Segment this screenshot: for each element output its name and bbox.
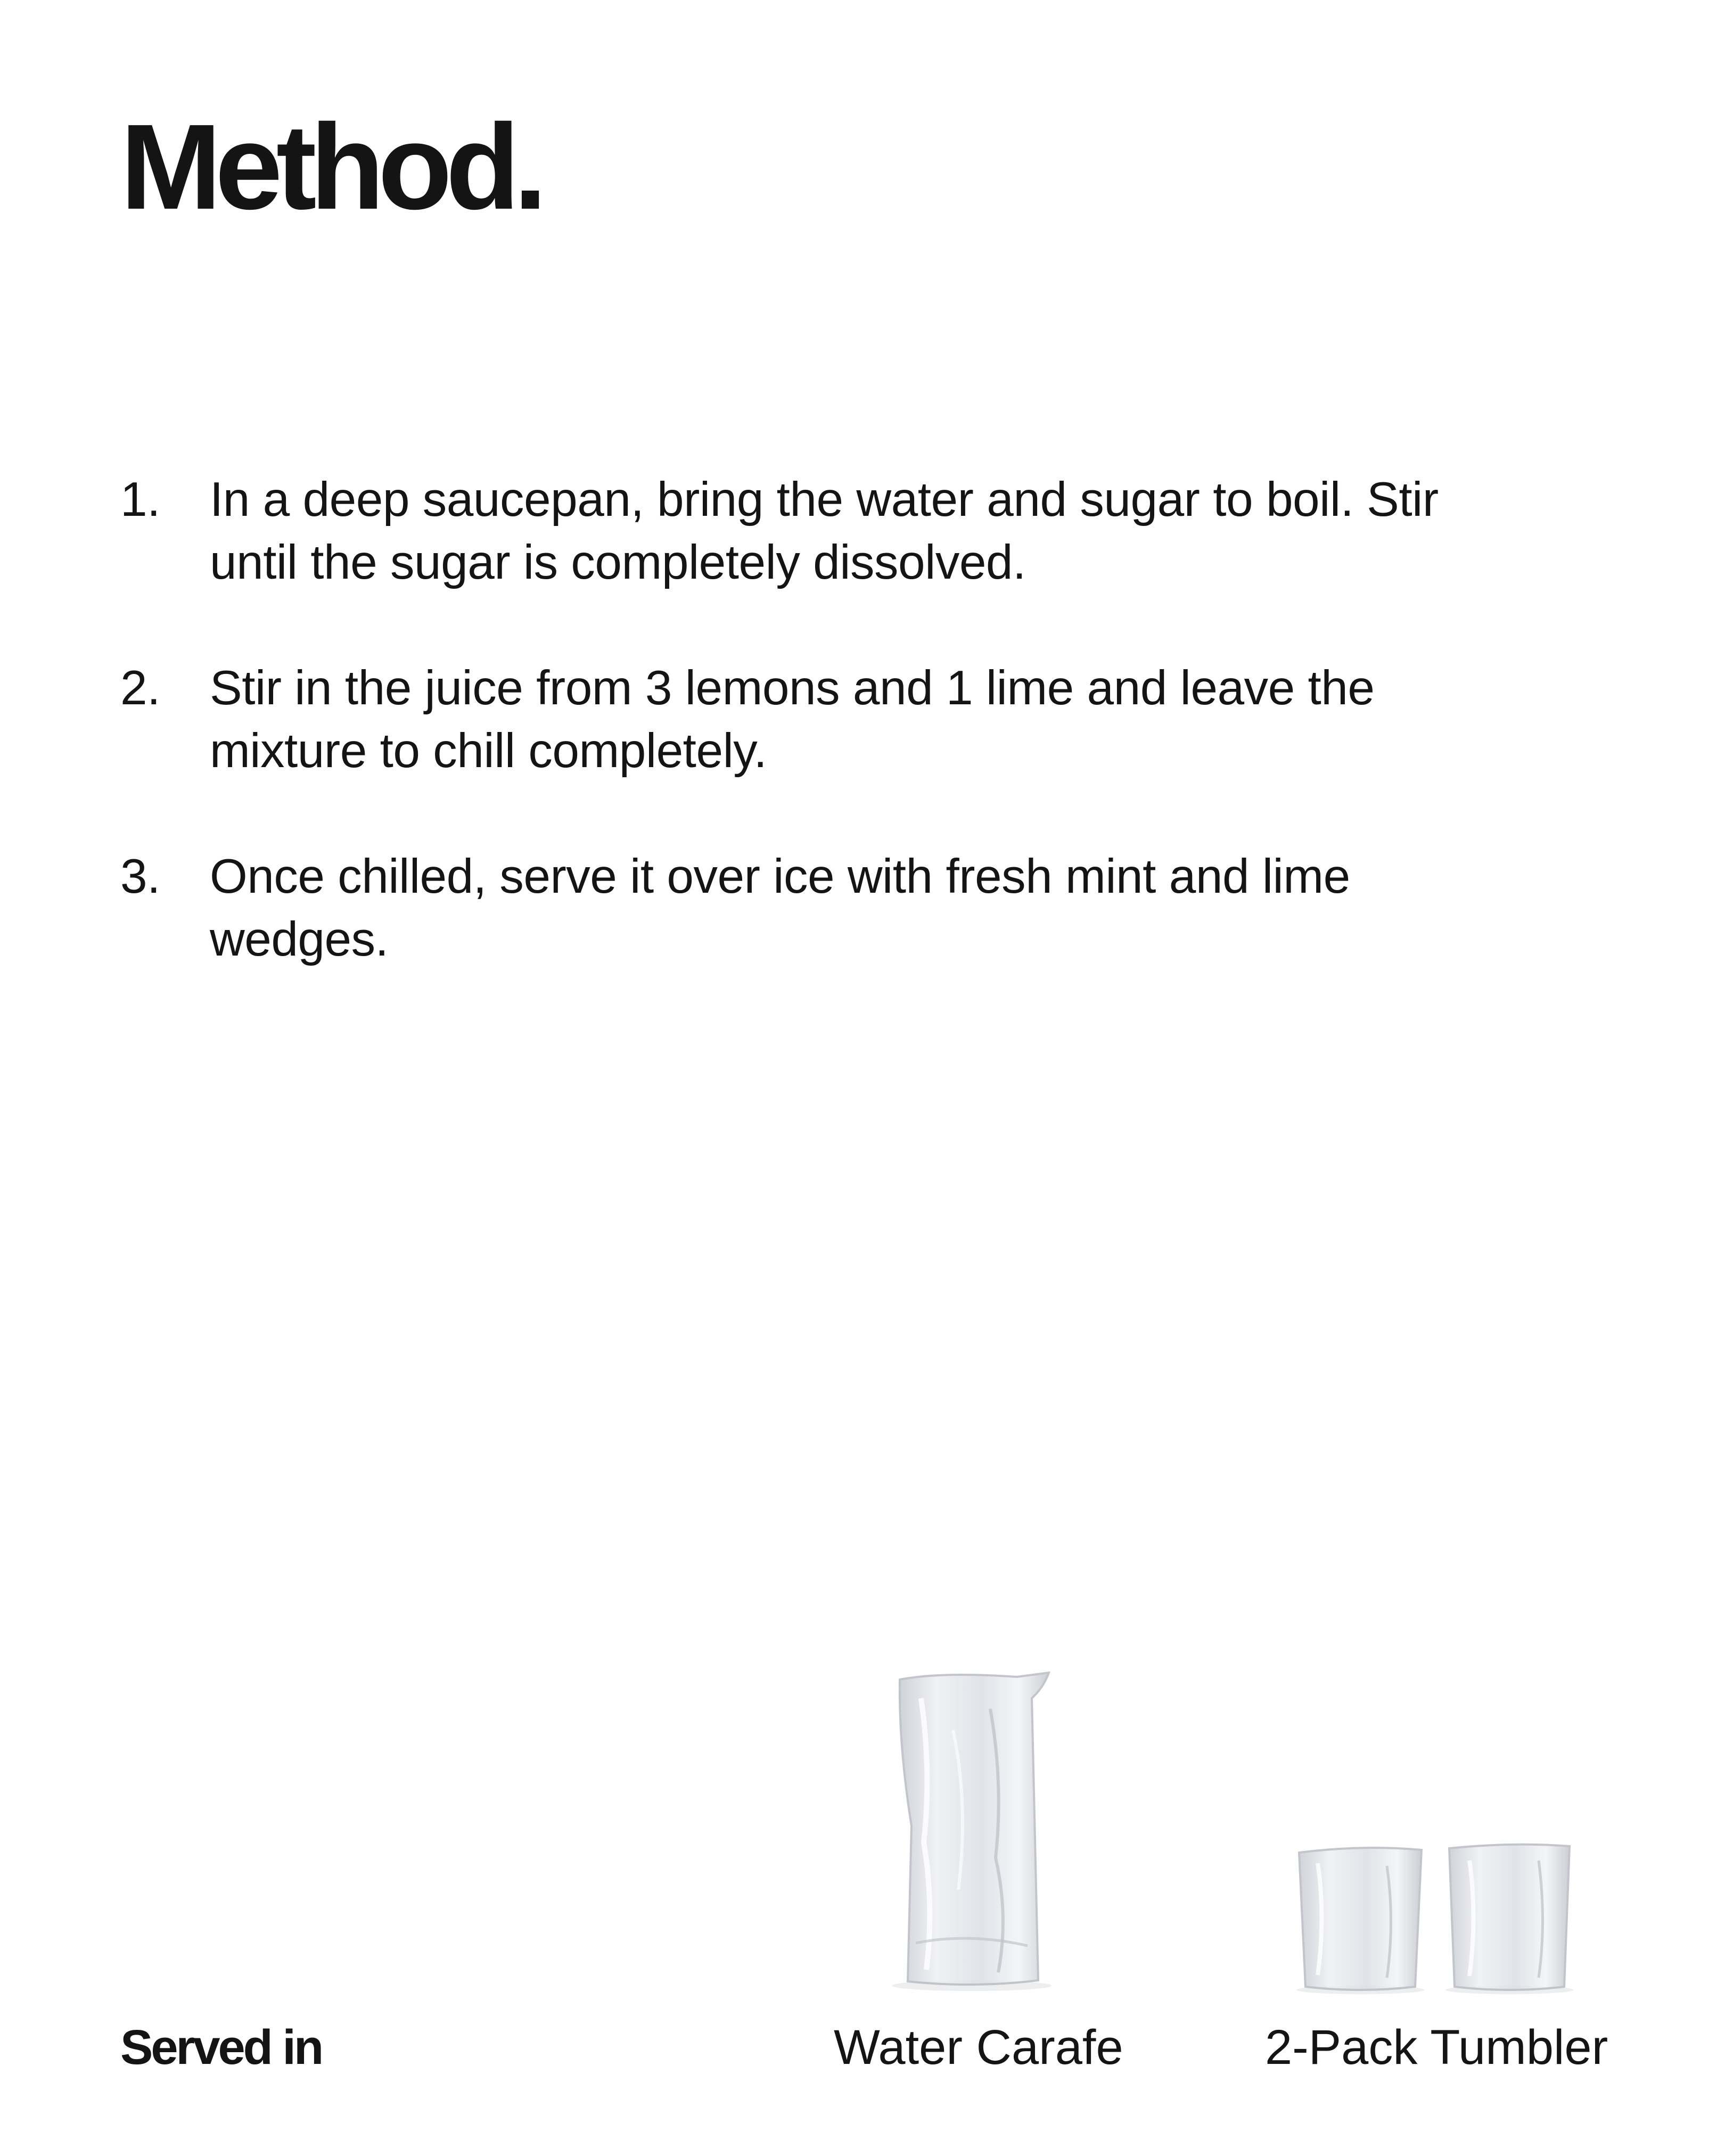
step-number: 2. [120,661,160,715]
step-3 [120,845,1483,971]
step-text: Stir in the juice from 3 lemons and 1 lime and leave the mixture to chill completely. [210,661,1375,778]
step-text: In a deep saucepan, bring the water and sugar to boil. Stir until the sugar is completely dissolved. [210,473,1439,589]
carafe-image[interactable] [884,1666,1059,1996]
step-1 [120,468,1483,594]
step-number: 1. [120,473,160,526]
step-2 [120,657,1483,783]
step-text: Once chilled, serve it over ice with fresh mint and lime wedges. [210,850,1350,966]
method-steps [120,468,1483,1034]
tumbler-image[interactable] [1288,1837,1432,1996]
water-carafe-link[interactable]: Water Carafe [834,2020,1123,2075]
served-in-label: Served in [120,2020,322,2075]
page-title: Method. [120,100,541,235]
tumbler-image[interactable] [1438,1837,1581,1996]
step-number: 3. [120,850,160,903]
tumbler-link[interactable]: 2-Pack Tumbler [1265,2020,1608,2075]
